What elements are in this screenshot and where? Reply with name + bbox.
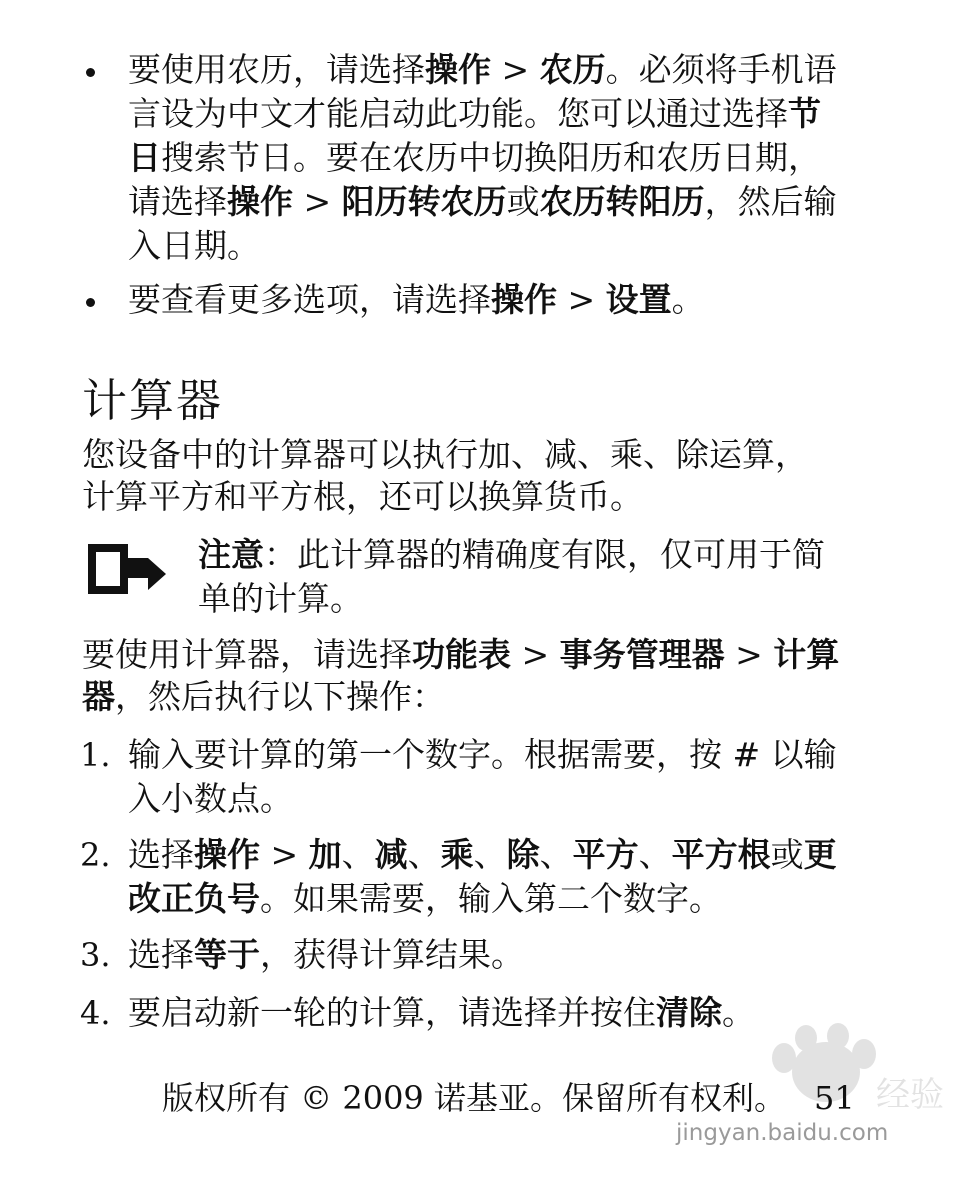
bold-term: 平方 [572,835,639,874]
bullet-1-line-4 [128,181,837,223]
intro-line-1 [82,434,808,476]
note-hand-icon [82,538,168,600]
usage-line-2 [82,676,445,718]
bold-term: 除 [506,835,540,874]
bullet-1-line-5 [128,225,260,267]
text-run: ，获得计算结果。 [260,935,524,974]
bold-term: 农历 [539,50,606,89]
text-run: 、 [407,835,441,874]
text-run: 。如果需要，输入第二个数字。 [260,879,722,918]
bold-term: 事务管理器 [559,635,725,674]
text-run: 。必须将手机语 [605,50,837,89]
text-run: > [724,635,774,674]
bullet-1-line-2 [128,93,821,135]
bold-term: 阳历转农历 [341,182,507,221]
text-run: 。 [671,280,705,319]
text-run: 计算平方和平方根，还可以换算货币。 [82,477,643,516]
bold-term: 清除 [656,993,722,1032]
text-run: 请选择 [128,182,227,221]
bold-term: 加 [308,835,342,874]
text-run: 。 [722,993,755,1032]
bold-term: 计算 [773,635,840,674]
step-1-line-1 [128,734,837,776]
step-1-line-2 [128,778,293,820]
bold-term: 减 [374,835,408,874]
text-run: 、 [539,835,573,874]
text-run: 输入要计算的第一个数字。根据需要，按 # 以输 [128,735,837,774]
text-run: 您设备中的计算器可以执行加、减、乘、除运算， [82,435,808,474]
text-run: 要使用计算器，请选择 [82,635,412,674]
text-run: 单的计算。 [198,579,363,618]
text-run: 要查看更多选项，请选择 [128,280,491,319]
text-run: 或 [770,835,804,874]
text-run: 、 [473,835,507,874]
step-2-line-1 [128,834,837,876]
text-run: ，然后输 [704,182,837,221]
bullet-1-line-3 [128,137,821,179]
usage-line-1 [82,634,839,676]
note-line-1 [198,534,825,576]
bullet-2-line-1 [128,279,705,321]
page-footer [162,1076,855,1120]
section-title: 计算器 [82,374,224,427]
text-run: > [491,50,540,89]
text-run: > [557,280,606,319]
step-number: 4. [80,994,111,1032]
text-run: > [260,835,309,874]
text-run: 选择 [128,935,194,974]
bold-term: 等于 [194,935,260,974]
bullet-marker [86,68,95,77]
bold-term: 更 [803,835,837,874]
text-run: > [511,635,560,674]
step-4-line-1 [128,992,755,1034]
page-number: 51 [813,1079,855,1117]
text-run: 言设为中文才能启动此功能。您可以通过选择 [128,94,788,133]
text-run: 、 [638,835,672,874]
step-number: 2. [80,836,111,874]
bold-term: 农历转阳历 [539,182,705,221]
step-2-line-2 [128,878,722,920]
bold-term: 操作 [227,182,293,221]
svg-text:经验: 经验 [876,1075,944,1115]
step-number: 3. [80,936,111,974]
bold-term: 节 [788,94,821,133]
bold-term: 日 [128,138,161,177]
text-run: 选择 [128,835,194,874]
watermark-url: jingyan.baidu.com [676,1120,889,1146]
step-3-line-1 [128,934,524,976]
bold-term: 改正负号 [128,879,260,918]
bold-term: 操作 [194,835,260,874]
copyright-text: 版权所有 © 2009 诺基亚。保留所有权利。 [162,1079,786,1117]
step-number: 1. [80,736,111,774]
text-run: > [293,182,342,221]
text-run: 入日期。 [128,226,260,265]
intro-line-2 [82,476,643,518]
text-run: 入小数点。 [128,779,293,818]
bold-term: 器 [82,677,115,716]
text-run: 、 [341,835,375,874]
bold-term: 设置 [605,280,672,319]
text-run: ：此计算器的精确度有限，仅可用于简 [264,535,825,574]
bullet-marker [86,298,95,307]
text-run: 要启动新一轮的计算，请选择并按住 [128,993,656,1032]
bullet-1-line-1 [128,49,837,91]
bold-term: 操作 [491,280,557,319]
bold-term: 功能表 [412,635,511,674]
text-run: 或 [506,182,540,221]
bold-term: 乘 [440,835,474,874]
bold-term: 注意 [198,535,264,574]
note-line-2 [198,578,363,620]
text-run: ，然后执行以下操作： [115,677,445,716]
text-run: 搜索节日。要在农历中切换阳历和农历日期， [161,138,821,177]
text-run: 要使用农历，请选择 [128,50,425,89]
bold-term: 平方根 [671,835,771,874]
bold-term: 操作 [425,50,491,89]
